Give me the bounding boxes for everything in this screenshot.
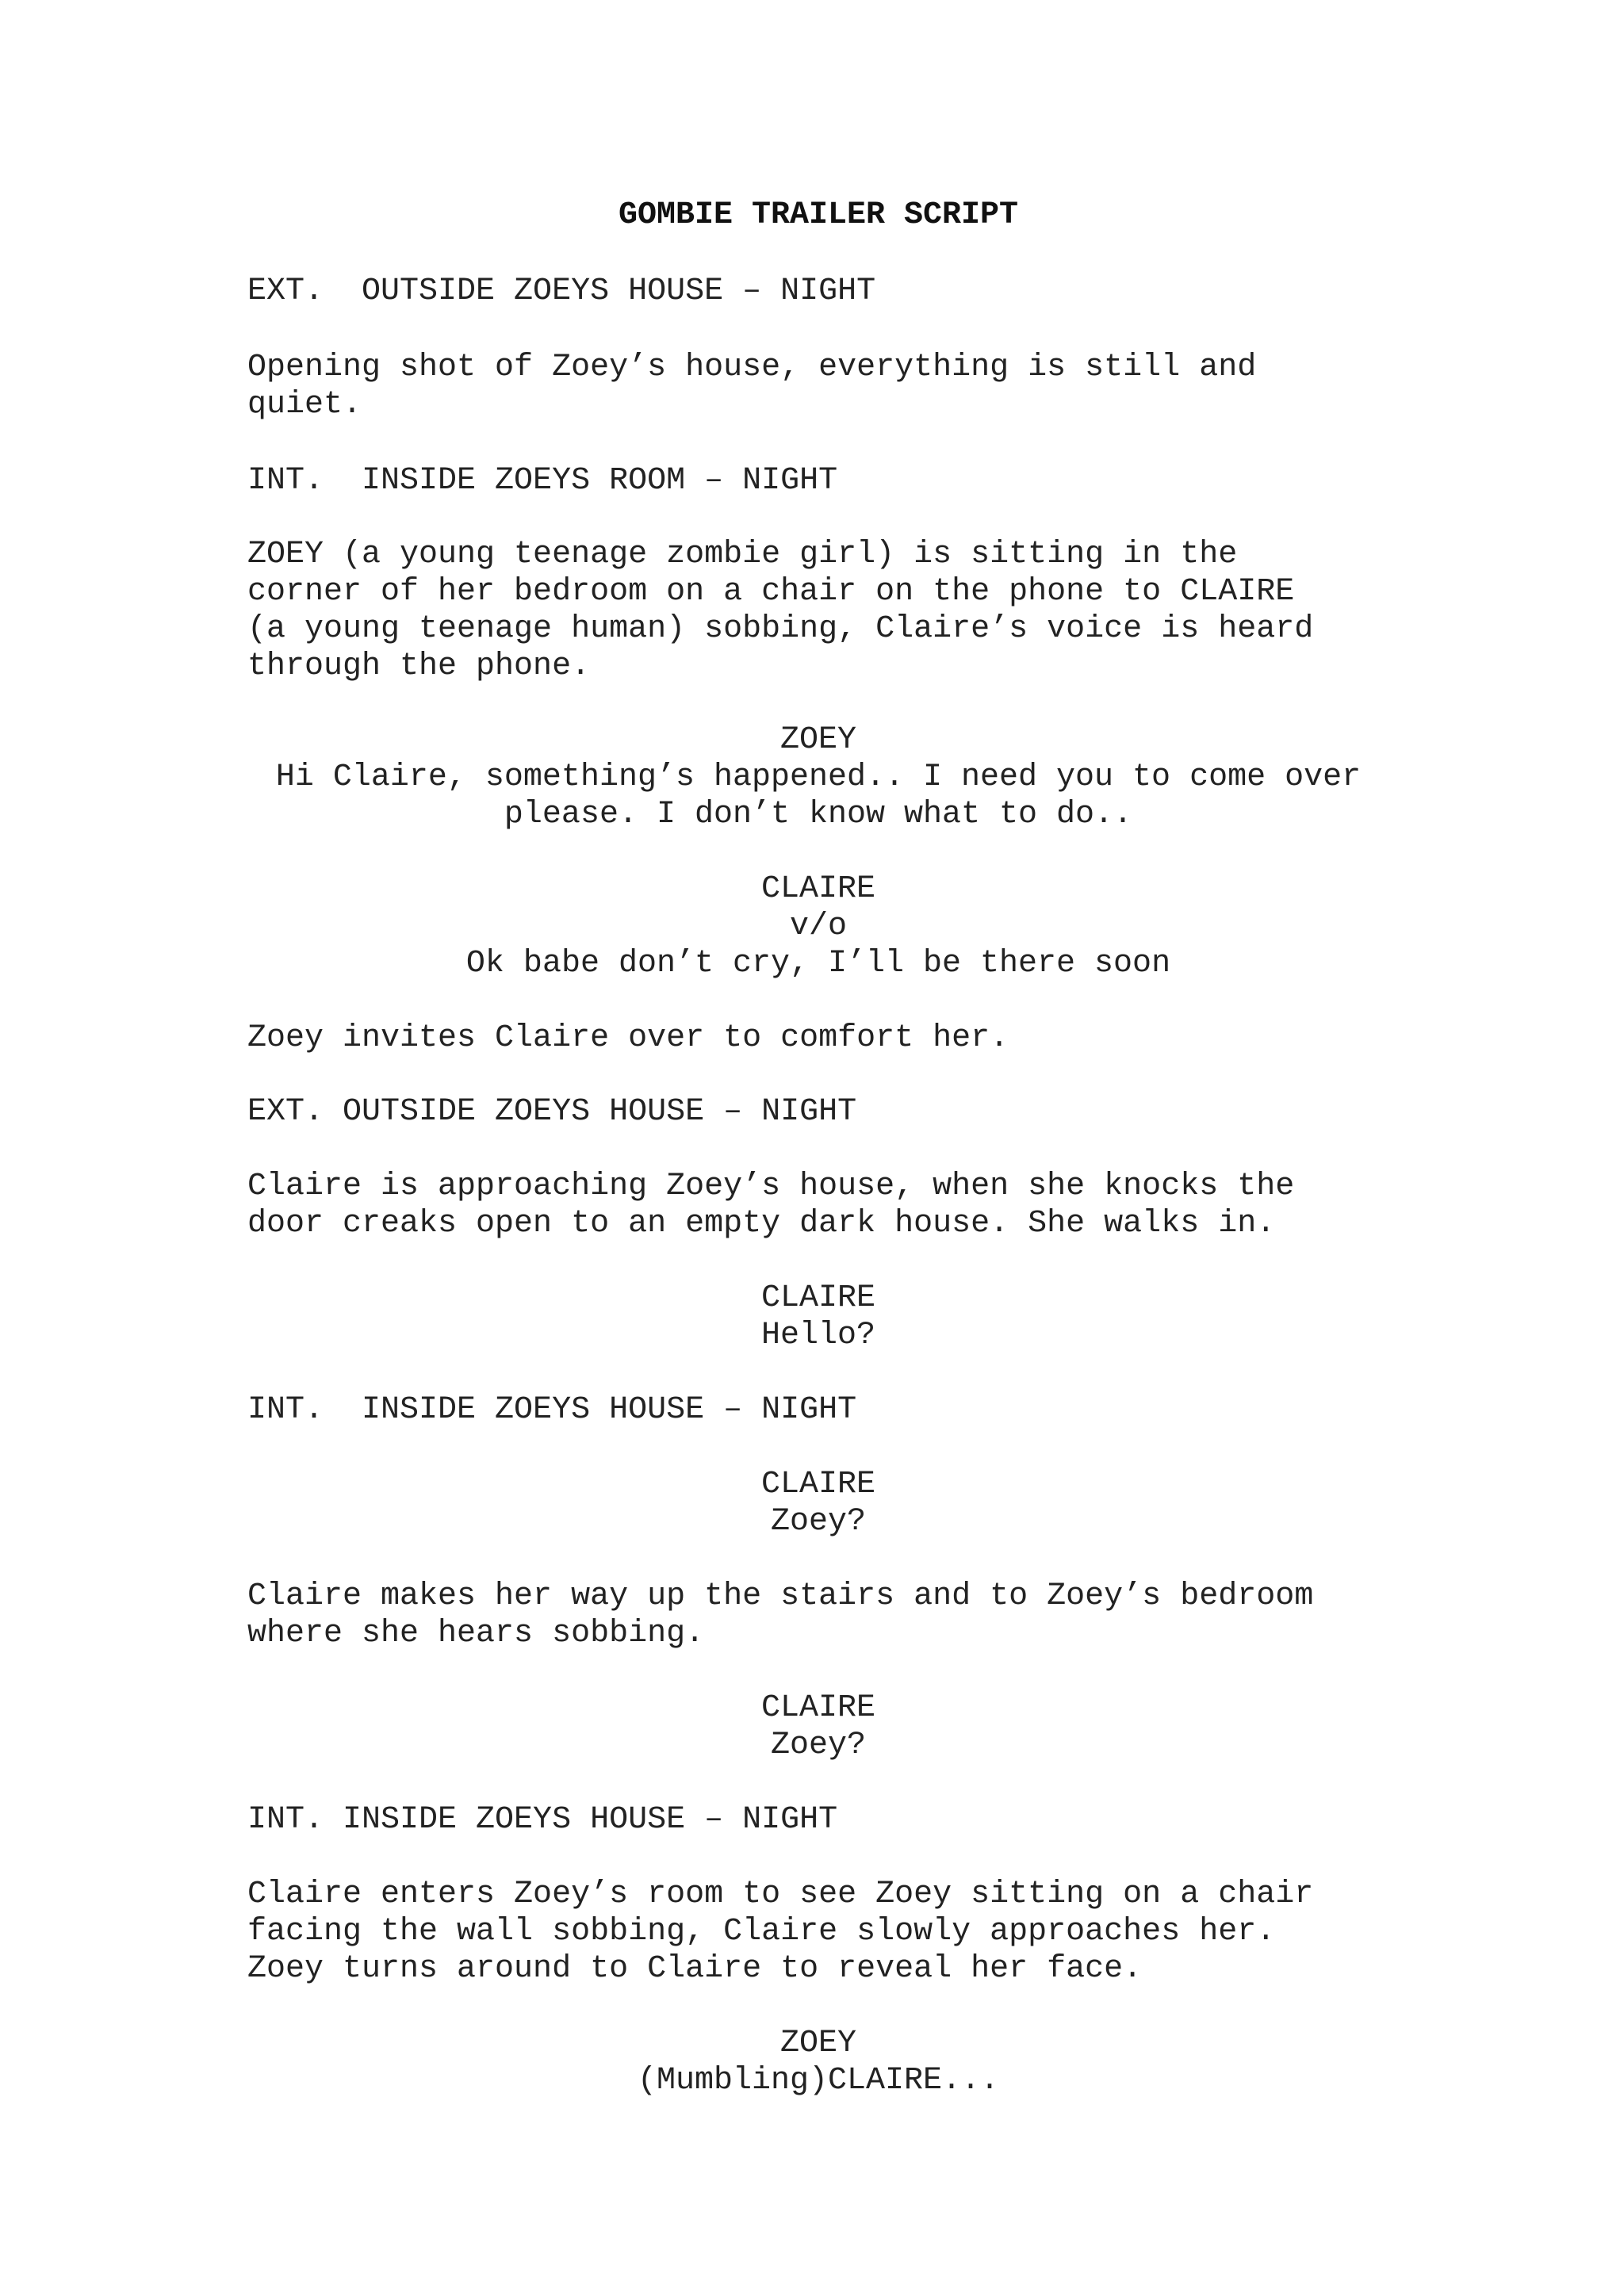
character-name: CLAIRE [760,1280,876,1316]
scene-heading: EXT. OUTSIDE ZOEYS HOUSE – NIGHT [247,1094,857,1130]
dialogue-line: Hello? [760,1318,876,1353]
character-name: ZOEY [779,722,856,758]
action-line: Zoey turns around to Claire to reveal her face. [247,1951,1143,1987]
script-title: GOMBIE TRAILER SCRIPT [618,197,1019,233]
action-line: ZOEY (a young teenage zombie girl) is sitting in the [247,537,1238,572]
action-line: where she hears sobbing. [247,1616,705,1651]
action-line: corner of her bedroom on a chair on the phone to CLAIRE [247,574,1295,610]
dialogue-line: Ok babe don’t cry, I’ll be there soon [465,946,1171,982]
action-line: facing the wall sobbing, Claire slowly approaches her. [247,1914,1276,1950]
dialogue-line: Zoey? [770,1728,867,1763]
action-line: Claire enters Zoey’s room to see Zoey sitting on a chair [247,1877,1314,1912]
character-name: CLAIRE [760,1690,876,1726]
dialogue-line: please. I don’t know what to do.. [504,797,1133,832]
character-name: CLAIRE [760,871,876,907]
action-line: quiet. [247,387,362,423]
action-line: Zoey invites Claire over to comfort her. [247,1020,1009,1056]
character-extension: v/o [789,909,847,944]
scene-heading: INT. INSIDE ZOEYS HOUSE – NIGHT [247,1802,838,1838]
action-line: through the phone. [247,649,591,684]
action-line: (a young teenage human) sobbing, Claire’s voice is heard [247,611,1314,647]
action-line: Claire is approaching Zoey’s house, when she knocks the [247,1169,1295,1204]
action-line: door creaks open to an empty dark house. She walks in. [247,1206,1276,1242]
scene-heading: INT. INSIDE ZOEYS ROOM – NIGHT [247,463,838,499]
scene-heading: INT. INSIDE ZOEYS HOUSE – NIGHT [247,1392,857,1428]
action-line: Claire makes her way up the stairs and to Zoey’s bedroom [247,1578,1314,1614]
dialogue-line: (Mumbling)CLAIRE... [637,2063,1000,2099]
character-name: ZOEY [779,2026,856,2061]
character-name: CLAIRE [760,1467,876,1502]
dialogue-line: Hi Claire, something’s happened.. I need you to come over [275,760,1362,795]
action-line: Opening shot of Zoey’s house, everything is still and [247,350,1257,385]
scene-heading: EXT. OUTSIDE ZOEYS HOUSE – NIGHT [247,274,876,309]
dialogue-line: Zoey? [770,1504,867,1540]
